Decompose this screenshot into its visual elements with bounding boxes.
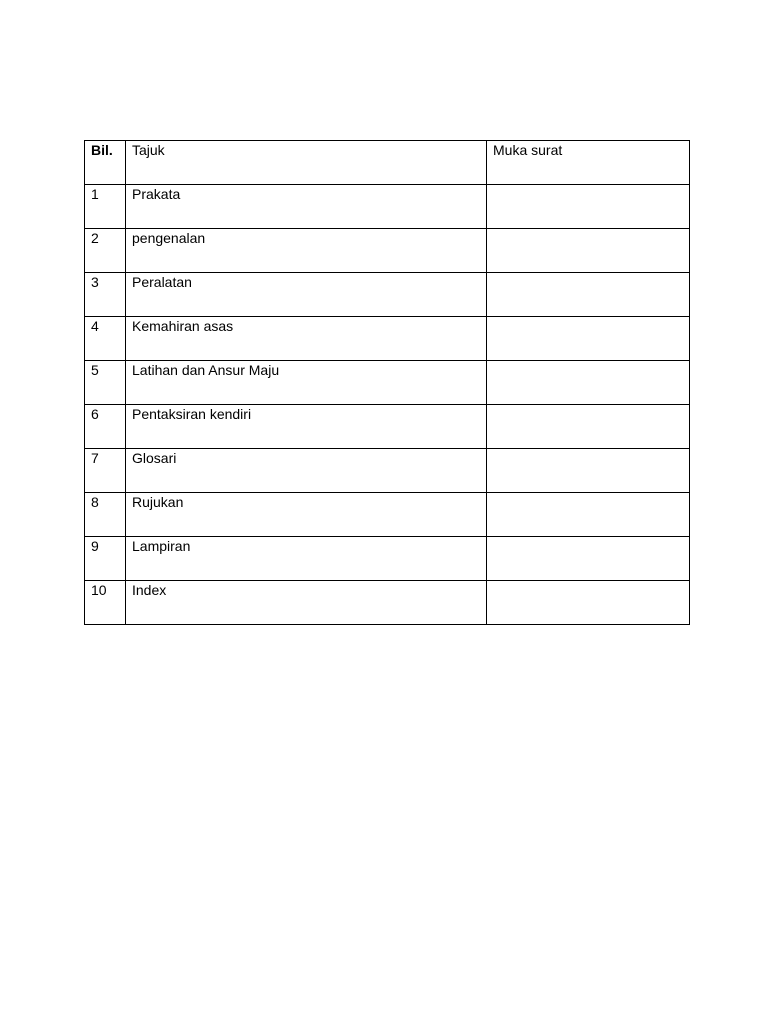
cell-muka-surat: [487, 493, 690, 537]
cell-muka-surat: [487, 405, 690, 449]
cell-tajuk: Kemahiran asas: [126, 317, 487, 361]
cell-tajuk: Index: [126, 581, 487, 625]
cell-bil: 8: [85, 493, 126, 537]
table-row: [85, 493, 690, 537]
table-row: [85, 229, 690, 273]
cell-bil: 3: [85, 273, 126, 317]
table-row: [85, 185, 690, 229]
cell-muka-surat: [487, 229, 690, 273]
cell-tajuk: Glosari: [126, 449, 487, 493]
cell-tajuk: Lampiran: [126, 537, 487, 581]
header-bil: Bil.: [85, 141, 126, 185]
cell-tajuk: Prakata: [126, 185, 487, 229]
table-row: [85, 537, 690, 581]
cell-bil: 2: [85, 229, 126, 273]
cell-bil: 6: [85, 405, 126, 449]
table-row: [85, 405, 690, 449]
table-row: [85, 581, 690, 625]
cell-tajuk: Latihan dan Ansur Maju: [126, 361, 487, 405]
table-row: [85, 449, 690, 493]
header-tajuk: Tajuk: [126, 141, 487, 185]
cell-muka-surat: [487, 449, 690, 493]
cell-bil: 4: [85, 317, 126, 361]
cell-tajuk: pengenalan: [126, 229, 487, 273]
cell-bil: 5: [85, 361, 126, 405]
cell-bil: 9: [85, 537, 126, 581]
cell-muka-surat: [487, 185, 690, 229]
cell-tajuk: Pentaksiran kendiri: [126, 405, 487, 449]
table-row: [85, 273, 690, 317]
table-header-row: [85, 141, 690, 185]
cell-tajuk: Peralatan: [126, 273, 487, 317]
header-muka-surat: Muka surat: [487, 141, 690, 185]
contents-table: [84, 140, 690, 625]
table-row: [85, 361, 690, 405]
table-row: [85, 317, 690, 361]
contents-table-body: [85, 141, 690, 625]
cell-tajuk: Rujukan: [126, 493, 487, 537]
cell-bil: 10: [85, 581, 126, 625]
cell-bil: 7: [85, 449, 126, 493]
cell-muka-surat: [487, 581, 690, 625]
cell-muka-surat: [487, 317, 690, 361]
cell-bil: 1: [85, 185, 126, 229]
cell-muka-surat: [487, 361, 690, 405]
cell-muka-surat: [487, 273, 690, 317]
cell-muka-surat: [487, 537, 690, 581]
